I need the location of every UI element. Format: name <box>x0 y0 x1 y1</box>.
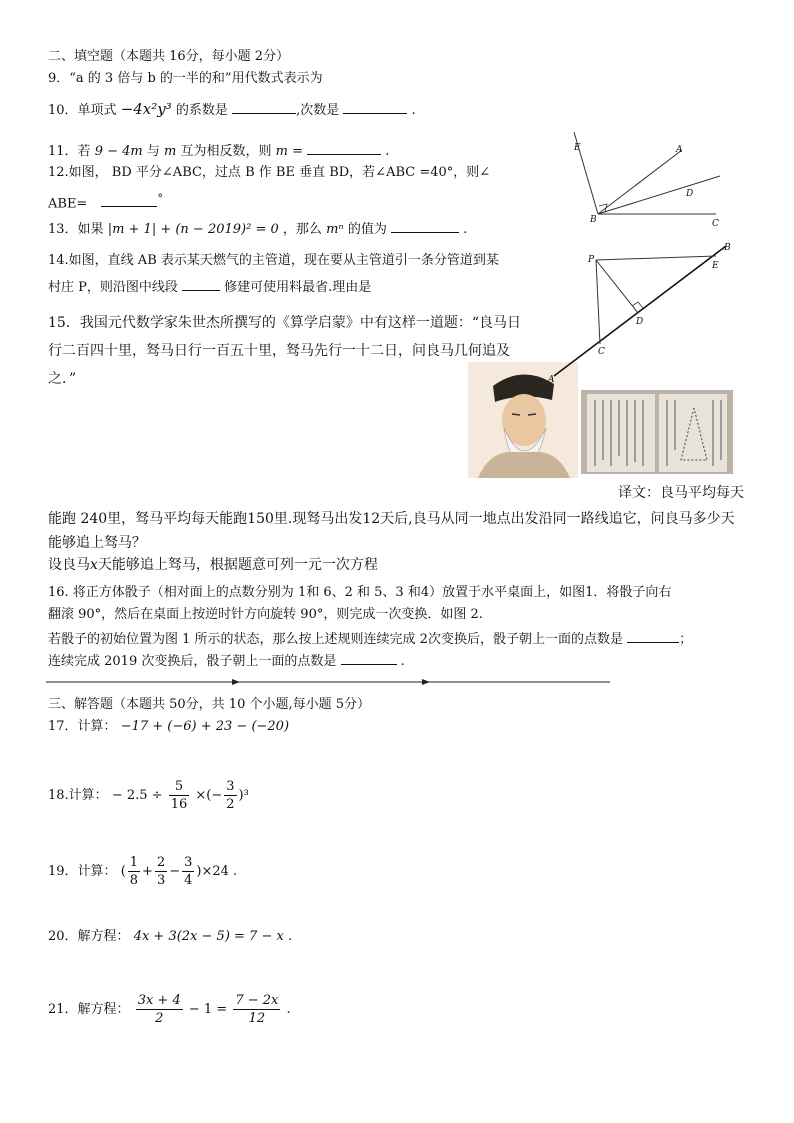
question-11 <box>48 142 389 161</box>
question-16-line2: 翻滚 90°，然后在桌面上按逆时针方向旋转 90°，则完成一次变换．如图 2. <box>48 607 483 622</box>
q21-prefix: 21．解方程： <box>48 1002 130 1017</box>
q12-answer-blank[interactable] <box>101 194 157 207</box>
q19-num-2: 2 <box>156 855 166 870</box>
question-15-line4: 能跑 240里，驽马平均每天能跑150里.现驽马出发12天后,良马从同一地点出发沿同一路线追它，问良马多少天 <box>48 511 735 527</box>
q15-line6a: 设良马 <box>48 557 90 573</box>
question-17 <box>48 718 289 736</box>
q21-end: . <box>286 1002 291 1017</box>
q11-end: . <box>385 144 390 159</box>
q21-fraction-1 <box>136 992 183 1027</box>
q16-line4-text: 连续完成 2019 次变换后，骰子朝上一面的点数是 <box>48 654 337 669</box>
q10-prefix: 10．单项式 <box>48 103 117 118</box>
section2-heading: 二、填空题（本题共 16分，每小题 2分） <box>48 49 290 64</box>
section3-heading: 三、解答题（本题共 50分，共 10 个小题,每小题 5分） <box>48 697 371 712</box>
q19-op2: − <box>169 864 181 879</box>
question-15-line6 <box>48 556 378 574</box>
question-16-line1: 16. 将正方体骰子（相对面上的点数分别为 1和 6、2 和 5、3 和4）放置于水平桌面上，如图1．将骰子向右 <box>48 585 672 600</box>
q21-num-2: 7 − 2x <box>235 993 279 1008</box>
q19-num-1: 1 <box>129 855 139 870</box>
q16-answer2-blank[interactable] <box>341 652 397 665</box>
q16-line3-text: 若骰子的初始位置为图 1 所示的状态，那么按上述规则连续完成 2次变换后，骰子朝上一面的点数是 <box>48 632 623 647</box>
q10-mid: 的系数是 <box>175 103 228 118</box>
q13-prefix: 13．如果 <box>48 222 104 237</box>
question-14-line1: 14.如图，直线 AB 表示某天燃气的主管道，现在要从主管道引一条分管道到某 <box>48 253 499 268</box>
fig14-label-c: C <box>598 347 605 357</box>
q18-den-1: 16 <box>170 797 188 812</box>
question-16-line4 <box>48 652 405 671</box>
q17-prefix: 17．计算： <box>48 719 117 734</box>
question-12-line1: 12.如图， BD 平分∠ABC，过点 B 作 BE 垂直 BD，若∠ABC =40°，则∠ <box>48 165 491 180</box>
q13-expr2: mⁿ <box>326 222 344 237</box>
q19-num-3: 3 <box>184 855 193 870</box>
q19-end: )×24 . <box>196 864 238 879</box>
q14-line2b: 修建可使用料最省.理由是 <box>224 280 372 295</box>
fig14-label-e: E <box>712 261 719 271</box>
q21-mid: − 1 = <box>188 1002 228 1017</box>
question-18 <box>48 776 249 816</box>
q14-line2a: 村庄 P，则沿图中线段 <box>48 280 178 295</box>
q12-degree: ° <box>157 192 163 205</box>
q10-coefficient-blank[interactable] <box>232 101 296 114</box>
q10-degree-blank[interactable] <box>343 101 407 114</box>
fig14-label-p: P <box>588 255 595 265</box>
question-20 <box>48 928 292 946</box>
q11-expr-b: m <box>164 144 177 159</box>
section-divider <box>46 676 612 688</box>
question-14-line2 <box>48 278 371 297</box>
q18-end: )³ <box>238 788 249 803</box>
question-9: 9．“a 的 3 倍与 b 的一半的和”用代数式表示为 <box>48 71 323 86</box>
q18-prefix: 18.计算： <box>48 788 108 803</box>
q17-expr: −17 + (−6) + 23 − (−20) <box>120 719 290 734</box>
q11-mid: 与 <box>146 144 160 159</box>
fig12-label-c: C <box>712 219 719 229</box>
q18-mid: ×(− <box>195 788 223 803</box>
q19-open: ( <box>120 864 126 879</box>
q13-mid2: 的值为 <box>347 222 387 237</box>
q10-monomial: −4x²y³ <box>120 100 172 118</box>
q11-prefix: 11．若 <box>48 144 91 159</box>
q13-mid: ，那么 <box>282 222 322 237</box>
q20-end: . <box>287 929 293 944</box>
q21-fraction-2 <box>233 992 280 1027</box>
q16-line4-end: . <box>400 654 405 669</box>
q19-fraction-1 <box>128 854 140 889</box>
q13-answer-blank[interactable] <box>391 220 459 233</box>
question-12-line2 <box>48 190 163 213</box>
q10-mid2: ,次数是 <box>296 103 340 118</box>
q14-segment-blank[interactable] <box>182 278 220 291</box>
q13-end: . <box>463 222 468 237</box>
q15-variable-x: x <box>90 557 98 573</box>
q20-expr: 4x + 3(2x − 5) = 7 − x <box>133 929 284 944</box>
question-16-line3 <box>48 630 692 649</box>
question-15-line1: 15．我国元代数学家朱世杰所撰写的《算学启蒙》中有这样一道题：“良马日 <box>48 315 521 331</box>
q18-fraction-2 <box>224 778 236 813</box>
q11-expr-c: m = <box>275 144 303 159</box>
q19-fraction-2 <box>155 854 167 889</box>
q12-abe-label: ABE= <box>48 196 88 212</box>
fig14-label-d: D <box>636 317 644 327</box>
q10-end: . <box>411 103 416 118</box>
question-21 <box>48 988 291 1032</box>
fig12-label-e: E <box>574 143 581 153</box>
q21-den-2: 12 <box>248 1011 266 1026</box>
question-15-line3: 之．” <box>48 371 77 387</box>
q19-den-1: 8 <box>129 873 139 888</box>
fig12-label-a: A <box>676 145 683 155</box>
fig14-label-a: A <box>548 375 555 385</box>
q18-den-2: 2 <box>226 797 235 812</box>
suanxue-qimeng-book-image <box>581 390 733 474</box>
question-15-line5: 能够追上驽马？ <box>48 535 146 551</box>
q13-expr: |m + 1| + (n − 2019)² = 0 <box>107 222 279 237</box>
q11-answer-blank[interactable] <box>307 142 381 155</box>
q11-expr-a: 9 − 4m <box>94 144 143 159</box>
fig12-label-b: B <box>590 215 597 225</box>
q19-den-3: 4 <box>184 873 193 888</box>
q15-translation-head: 译文：良马平均每天 <box>618 485 744 501</box>
q19-fraction-3 <box>182 854 194 889</box>
q21-num-1: 3x + 4 <box>137 993 181 1008</box>
question-15-line2: 行二百四十里，驽马日行一百五十里，驽马先行一十二日，问良马几何追及 <box>48 343 510 359</box>
q16-line3-end: ； <box>679 632 693 647</box>
pipeline-figure-q14 <box>542 240 742 388</box>
q16-answer1-blank[interactable] <box>627 630 679 643</box>
question-13 <box>48 220 467 239</box>
question-10 <box>48 100 416 120</box>
q11-mid2: 互为相反数，则 <box>180 144 272 159</box>
q20-prefix: 20．解方程： <box>48 929 130 944</box>
q19-den-2: 3 <box>156 873 166 888</box>
angle-figure-q12 <box>560 126 730 234</box>
q18-a: − 2.5 ÷ <box>111 788 163 803</box>
fig12-label-d: D <box>686 189 694 199</box>
fig14-label-b: B <box>724 243 731 253</box>
question-19 <box>48 852 237 892</box>
q18-num-1: 5 <box>169 778 190 796</box>
q18-num-2: 3 <box>226 779 235 794</box>
q18-fraction-1 <box>169 778 190 813</box>
q15-line6b: 天能够追上驽马，根据题意可列一元一次方程 <box>97 557 378 573</box>
q19-op1: + <box>142 864 153 879</box>
q21-den-1: 2 <box>155 1011 164 1026</box>
q19-prefix: 19．计算： <box>48 864 117 879</box>
